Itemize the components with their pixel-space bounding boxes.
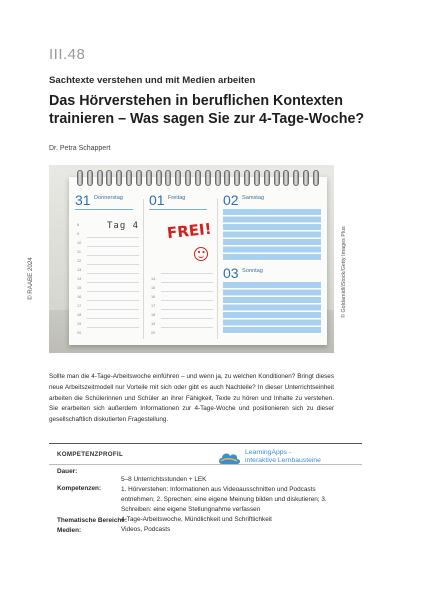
page-title: Das Hörverstehen in beruflichen Kontexten trainieren – Was sagen Sie zur 4-Tage-Woche? [49,93,365,127]
competencies-value: 1. Hörverstehen: Informationen aus Videoausschnitten und Podcasts entnehmen; 2. Sprechen: eine eigene Meinung bilden und diskutieren; 3. Schreiben: eine eigene Stellungnahme verfassen [121,486,327,514]
day-number-01: 01 [149,192,165,208]
learningapps-subtitle: interaktive Lernbausteine [245,457,321,465]
section-kicker: Sachtexte verstehen und mit Medien arbeiten [49,75,256,86]
chapter-number: III.48 [49,46,86,63]
handwritten-tag-note: Tag 4 [107,221,140,231]
cloud-icon [217,449,241,467]
day-underline [149,209,207,210]
media-value: Videos, Podcasts [121,526,171,533]
duration-value: 5–8 Unterrichtsstunden + LEK [121,476,207,483]
saturday-notes-area [223,209,321,261]
topics-value: 4-Tage-Arbeitswoche, Mündlichkeit und Schriftlichkeit [121,516,272,523]
duration-label: Dauer: [57,468,78,475]
calendar-binding-rings [77,170,319,190]
day-underline [75,209,133,210]
profile-heading: KOMPETENZPROFIL [57,451,124,458]
learningapps-badge [217,448,327,470]
desk-calendar: 31 Donnerstag 01 Freitag 02 Samstag 03 Sonntag 8 9 10 11 12 13 14 15 16 17 18 19 20 14 15 16 17 18 19 20 Tag 4 FREI! [69,177,327,345]
media-label: Medien: [57,527,82,534]
learningapps-label [245,449,321,466]
column-divider [217,199,218,339]
smiley-face-icon [194,247,208,261]
day-number-02: 02 [223,192,239,208]
intro-paragraph: Sollte man die 4-Tage-Arbeitswoche einführen – und wenn ja, zu welchen Konditionen? Bringt dieses neue Arbeitszeitmodell nur Vorteile mit sich oder gibt es auch Nachteile? In dieser Unterrichtseinheit arbeiten die Schülerinnen und Schüler an ihrer Fähigkeit, Texte zu hören und Inhalte zu verstehen. Sie erarbeiten sich außerdem Informationen zur 4-Tage-Woche und positionieren sich zu dieser gesellschaftlich diskutierten Fragestellung. [49,373,334,424]
day-name-friday: Freitag [168,195,186,201]
day-name-saturday: Samstag [242,195,265,201]
competencies-label: Kompetenzen: [57,485,102,492]
day-number-31: 31 [75,192,91,208]
copyright-note: © RAABE 2024 [27,257,34,300]
column-divider [143,199,144,339]
sunday-notes-area [223,282,321,334]
handwritten-frei-note: FREI! [166,219,213,243]
day-name-sunday: Sonntag [242,268,263,274]
learningapps-title: LearningApps - [245,449,292,456]
day-name-thursday: Donnerstag [94,195,123,201]
author-name: Dr. Petra Schappert [49,145,111,152]
photo-credit: © Goldarnidl/iStock/Getty Images Plus [341,226,347,318]
day-number-03: 03 [223,265,239,281]
calendar-photo [49,165,334,353]
topics-label: Thematische Bereiche: [57,517,127,524]
